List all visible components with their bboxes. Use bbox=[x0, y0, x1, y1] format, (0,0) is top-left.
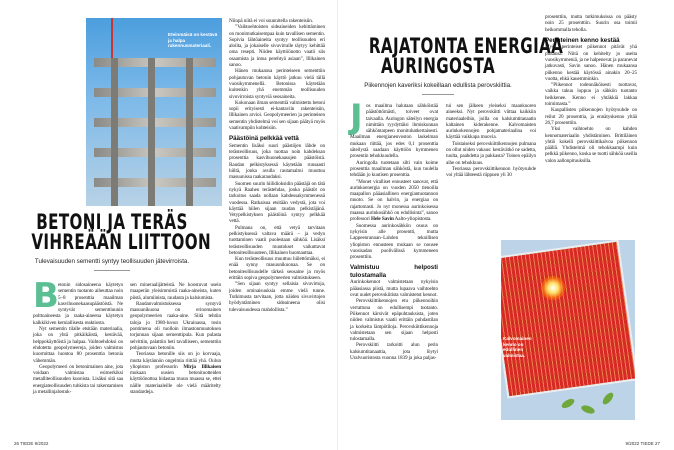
text-column-3 bbox=[545, 14, 637, 164]
paragraph: Pulmana on, että vetyä tarvitaan pelkistyksessä valtava määrä – ja vedyn tuottaminen vaatii puolestaan sähköä. Lisäksi terästeollisuuden muutokset vaikuttavat betoniteollisuuteen, Illikainen huomauttaa. bbox=[229, 224, 325, 256]
paragraph: Kaupallisten piikennojen hyötysuhde on reilut 20 prosenttia, ja ennätyskenno yltää 26,7 prosenttiin. bbox=[545, 107, 637, 126]
paragraph: Teoriassa betonille siis on jo korvaaja, mutta käytännön ongelmia riittää yhä. Oulun yliopiston professorin bbox=[130, 351, 221, 370]
subheading: Perinteinen kenno kestää bbox=[545, 36, 620, 44]
text-column-1 bbox=[33, 276, 123, 396]
drop-cap: J bbox=[350, 97, 363, 137]
paragraph: sen mineraalijätteistä. Ne koostuvat usein maaperän yleisimmistä raaka-aineista, kuten piistä, alumiinista, raudasta ja kalsiumista. bbox=[130, 282, 221, 301]
subheading: Päästöinä pelkkää vettä bbox=[229, 135, 299, 143]
photo-caption: Eteinmäisä on kestävä ja halpa rakennusmateriaali. bbox=[168, 32, 218, 49]
paragraph: Perovskiittikennojen etu piikennoihin verrattuna on edullisempi tuotanto. Piikennot kärsivät epäpuhtauksista, joten niiden valmistus vaatii erittäin puhdastilan ja korkeita lämpötiloja. Perovskiittikennoja valmistetaan sen sijaan helposti tulostamalla. bbox=[350, 298, 438, 343]
drop-cap: B bbox=[33, 276, 59, 316]
paragraph: tui sen jälkeen yleiseksi maankuoren aineeksi. Nyt perovskiitti viittaa kaikkiin materiaaleihin, joilla on kalsiumtitanaatin kaltainen kiderakenne. Kalvomaisten aurinkokennojen pohjamateriaalina voi käyttää vaikkapa muovia. bbox=[446, 103, 536, 141]
article-title bbox=[368, 34, 564, 78]
page-folio: 9/2022 TIEDE 27 bbox=[625, 441, 660, 446]
paragraph: Nyt sementin tilalle etsitään materiaalia, joka on yhtä pitkäikäistä, kestävää, helppokäyttöistä ja halpaa. Vaihtoehdoksi on ehdotettu geopolymeereja, joiden valmistus kuormittaa luontoa 80 prosenttia betonia vähemmän. bbox=[33, 326, 123, 364]
article-title bbox=[31, 210, 211, 254]
paragraph: mukaan uusien betonituotteiden käyttöönottoa hidastaa muun muassa se, ettei näille materiaaleille ole vielä määritelty standardeja. bbox=[130, 370, 221, 396]
paragraph: Auringolla tuotetaan silti vain koime prosenttia maailman sähköstä, kun tuulella tehdään jo kuutisen prosenttia. bbox=[350, 159, 438, 179]
title-line: BETONI JA TERÄS bbox=[36, 210, 188, 234]
paragraph: Kun terästeollisuus muuttuu hiilettömäksi, ei enää synny masuunikuonaa. Se on betoniteollisuudelle tärkeä seosaine ja myös erittäin sopiva geopolymeerien valmistukseen. bbox=[229, 256, 325, 282]
text-column-2 bbox=[446, 103, 536, 179]
title-line: AURINGOSTA bbox=[380, 54, 496, 78]
paragraph: os maailma halutaan sähköistää päästöttömästi, toiveet ovat taivaalla. Auringon säteilyn energia nimittäin ryydyttäisi ihmiskunnan sähköntarpeen monituhatkertaisesti. Maailman energianeuvoston laskelman mukaan riittää, jos edes 0,1 prosenttia säteilystä saadaan käyttöön kymmenen prosentin tehokkuudella. bbox=[350, 103, 438, 160]
paragraph: ”Vaihtoehtoisten sideaineiden kehittäminen on monimutkaisempaa kuin tavallisen sementin. Sopivia lähtöaineita syntyy teollisuuden eri aloilta, ja jokaiselle sivuvirralle täytyy kehittää oma resepti. Niiden käyttöönotto vaatii siis osaamista ja intoa perehtyä asiaan”, Illikainen sanoo. bbox=[229, 24, 325, 69]
solar-cell-photo bbox=[501, 240, 635, 420]
paragraph: ”Monet viralliset ennusteet sanovat, että aurinkoenergia on vuoden 2050 tienoilla maapallon pääasiallinen energiantuotannon muoto. Se on halvin, ja energiaa on rajattomasti. Jo nyt monessa aurinkoisessa maassa aurinkosähkö on edullisinta”, sanoo professori bbox=[350, 178, 438, 223]
paragraph: Toistaiseksi perovskiittikennojen pulmana on ollut niiden vakaus: kestävätkö ne sadetta, tuulta, paahdetta ja pakkasta? Toinen epäilyn aihe on tehokkuus. bbox=[446, 140, 536, 166]
sun bbox=[541, 276, 565, 300]
crane bbox=[111, 18, 113, 58]
person-name: Hele Savin bbox=[370, 216, 394, 223]
divider bbox=[94, 270, 130, 271]
text-column-3 bbox=[229, 18, 325, 313]
subheading: Valmistuu helposti tulostamalla bbox=[350, 264, 438, 279]
paragraph: Kokonaan ilman sementtiä valmistettu betoni sopii erityisesti ei-kantaviin rakenteisiin, Illikainen arvioi. Geopolymeerien ja perinteisen sementin yhdistelmä voi sen sijaan päätyä myös vaativampiin kohteisiin. bbox=[229, 99, 325, 132]
paragraph: Raudanvalmistuksessa syntyvä masuunikuona on erinomainen geopolymeerien raaka-aine. Siitä tehtiin taloja jo 1980-luvun Ukrainassa, tosin pontimena oli tuolloin ilmastonmuutoksen torjunnan sijaan sementtipula. Kun pulasta selvittiin, palattiin heti tavalliseen, sementtiin pohjautuvaan betoniin. bbox=[130, 300, 221, 351]
paragraph: Suomessa aurinkosähkön osuus on nykyisin alle prosentti, mutta Lappeenrannan–Lahden teknillisen yliopiston ennusteen mukaan se nousee vuosisadan puolivälissä kymmeneen prosenttiin. bbox=[350, 222, 438, 261]
text-column-2 bbox=[130, 282, 221, 395]
text-column-1 bbox=[350, 97, 438, 361]
title-line: RAJATONTA ENERGIAA bbox=[368, 34, 564, 58]
perovskite-panel bbox=[501, 240, 635, 398]
right-page bbox=[337, 0, 674, 450]
photo-caption: Kalvomainen kenno on edullinen valmistaa. bbox=[503, 336, 532, 358]
paragraph: Perovskiitti tarkoitti alun perin kalsiumtitanaattia, jota löytyi Uralvuoristosta vuonna 1839 ja joka paljas- bbox=[350, 342, 438, 361]
paragraph: etonin sidosaineena käytetyn sementin tuotanto aiheuttaa noin 5–8 prosenttia maailman kasvihuonekaasupäästöistä. Ne syntyvät sementtiuunin polttoaineesta ja raaka-aineena käytetyn kalkkikiven kemiallisesta reaktiosta. bbox=[33, 282, 123, 326]
paragraph: Yksi vaihtoehto on kahden kennomateriaalin yhdistäminen. Brittiläinen yhtiö kokeili perovskiittikalvoa piikennon päällä. Yhdistelmä oli tehokkaampi kuin pelkkä piikenno, koska se tuotti sähköä useilla valon aallonpituuksilla. bbox=[545, 126, 637, 164]
paragraph: Teoriassa perovskiittikennon hyötysuhde voi yltää lähteestä riippuen yli 30 bbox=[446, 165, 536, 179]
construction-photo bbox=[86, 18, 222, 206]
paragraph: Hänen mukaansa perinteiseen sementtiin pohjautuvan betonin käyttö jatkuu vielä tällä vuosikymmenellä. Betonissa käytetään kuitenkin yhä enemmän teollisuuden sivuvirroista syntyviä seosaineita. bbox=[229, 68, 325, 100]
person-name: Mirja Illikaisen bbox=[183, 363, 221, 370]
paragraph: Geopolymeeri on betonimainen aine, jota voidaan valmistaa esimerkiksi metalliteollisuuden kuonista. Lisäksi sitä saa energiateollisuuden tuhkista tai rakentamisen ja metallinjalostuk- bbox=[33, 363, 123, 396]
paragraph: Niinpä niitä ei voi suunnitella rakenteisiin. bbox=[229, 18, 313, 24]
paragraph: prosenttiin, mutta tutkimuksissa on päästy noin 25 prosenttiin. Suurin osa toimii heikommalla teholla. bbox=[545, 14, 637, 33]
paragraph: ”Sen sijaan syntyy sellaisia sivuvirtoja, joiden ominaisuuksia emme vielä tunne. Tutkimusta tarvitaan, jotta näiden sivuvirtojen hyödyntäminen sideaineena olisi tulevaisuudessa mahdollista.” bbox=[229, 281, 325, 313]
article-subtitle: Tulevaisuuden sementti syntyy teollisuuden jätevirroista. bbox=[34, 258, 190, 265]
paragraph: Myös perinteiset piikennot pitävät yhä pintansa. Niitä on kehitelty jo useita vuosikymmeniä, ja ne halpenevat ja paranevat jatkuvasti, Savin sanoo. Hänen mukaansa piikenno kestää käytössä ainakin 20–25 vuotta, ehkä kauemminkin. bbox=[545, 44, 637, 82]
page-folio: 26 TIEDE 9/2022 bbox=[14, 441, 49, 446]
paragraph: Aurinkokennot valmistetaan nykyisin pääasiassa piistä, mutta lupaava vaihtoehto ovat uudet perovskiitista valmistetut kennot. bbox=[350, 279, 438, 299]
article-subtitle: Piikennojen kaveriksi kokeillaan edullista perovskiittia. bbox=[364, 82, 512, 89]
paragraph: Aalto-yliopistosta. bbox=[394, 216, 432, 223]
paragraph: ”Piikennot todennäköisesti tuottavat, vaikka takuu loppuu ja sähkön tuotanto heikkenee. Kenno ei yhtäkkiä lakkaa toimimasta.” bbox=[545, 82, 637, 108]
title-line: VIHREÄÄN LIITTOON bbox=[31, 230, 211, 254]
paragraph: Suomen suurin hiilidioksidin päästäjä on tätä nykyä Raahen terästehdas, jonka päästöt on tarkoitus saada nollaan kahdessakymmenessä vuodessa. Ratkaisua etsitään vedystä, jota voi käyttää hiilen sijaan raudan pelkistäjänä. Vetypelkistyksen päästöinä syntyy pelkkää vettä. bbox=[229, 180, 325, 225]
divider bbox=[422, 94, 454, 95]
paragraph: Sementin lisäksi suuri päästöjen lähde on terästeollisuus, joka tuottaa noin kahdeksan prosenttia kasvihuonekaasujen päästöistä. Raudan pelkistyksessä käytetään runsaasti hiiltä, jonka avulla rautamalmi muuttuu masuunissa raakaraudaksi. bbox=[229, 142, 325, 181]
